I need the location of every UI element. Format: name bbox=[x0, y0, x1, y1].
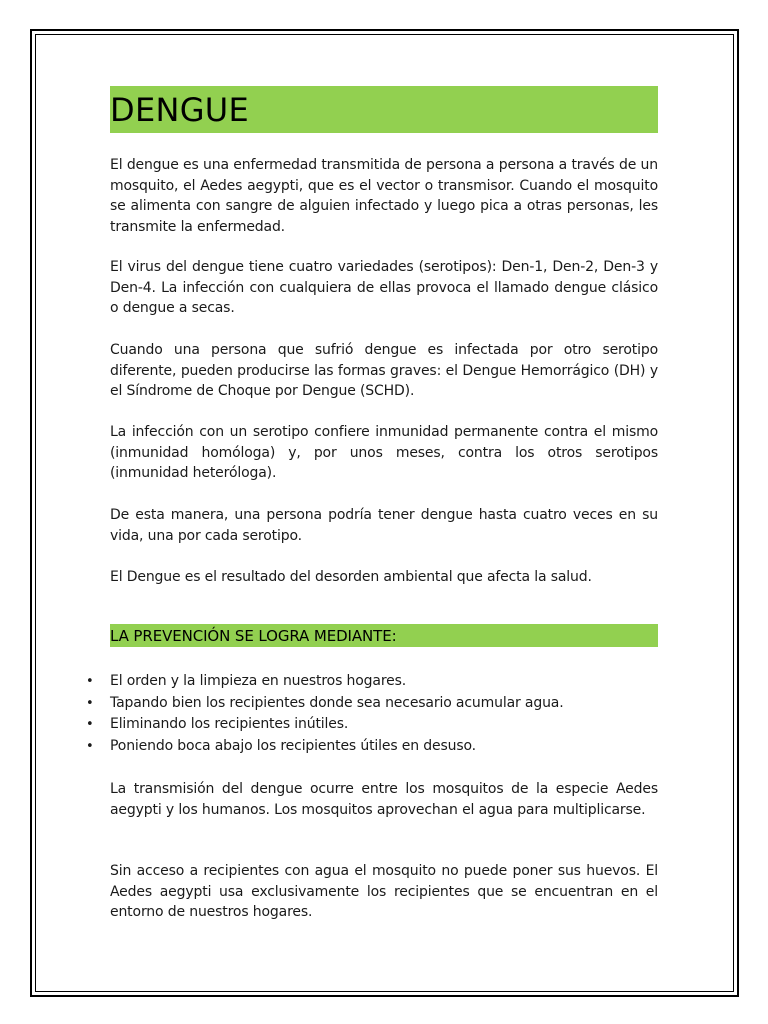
list-item-text: Eliminando los recipientes inútiles. bbox=[110, 716, 349, 733]
paragraph-serotypes: El virus del dengue tiene cuatro variedades (serotipos): Den-1, Den-2, Den-3 y Den-4. La infección con cualquiera de ellas provoca el llamado dengue clásico o dengue a secas. bbox=[110, 259, 658, 316]
paragraph-intro: El dengue es una enfermedad transmitida de persona a persona a través de un mosquito, el Aedes aegypti, que es el vector o transmisor. Cuando el mosquito se alimenta con sangre de alguien infectado y luego pica a otras personas, les transmite la enfermedad. bbox=[110, 157, 658, 235]
prevention-list bbox=[0, 671, 768, 758]
bullet-icon: • bbox=[86, 717, 94, 733]
paragraph-transmission: La transmisión del dengue ocurre entre los mosquitos de la especie Aedes aegypti y los humanos. Los mosquitos aprovechan el agua para multiplicarse. bbox=[110, 781, 658, 818]
list-item-text: El orden y la limpieza en nuestros hogares. bbox=[110, 673, 407, 689]
list-item-text: Tapando bien los recipientes donde sea necesario acumular agua. bbox=[110, 694, 564, 711]
bullet-icon: • bbox=[86, 739, 94, 755]
list-item bbox=[0, 714, 768, 736]
paragraph-severe-forms: Cuando una persona que sufrió dengue es infectada por otro serotipo diferente, pueden producirse las formas graves: el Dengue Hemorrágico (DH) y el Síndrome de Choque por Dengue (SCHD). bbox=[110, 342, 658, 399]
paragraph-four-times: De esta manera, una persona podría tener dengue hasta cuatro veces en su vida, una por cada serotipo. bbox=[110, 507, 658, 544]
bullet-icon: • bbox=[86, 695, 94, 711]
bullet-icon: • bbox=[86, 674, 94, 689]
list-item bbox=[0, 736, 768, 758]
section-heading-highlight bbox=[110, 624, 658, 647]
document-title: DENGUE bbox=[110, 91, 250, 129]
title-highlight bbox=[110, 86, 658, 133]
paragraph-water-access: Sin acceso a recipientes con agua el mosquito no puede poner sus huevos. El Aedes aegypti usa exclusivamente los recipientes que se encuentran en el entorno de nuestros hogares. bbox=[110, 863, 658, 920]
list-item bbox=[0, 671, 768, 693]
list-item-text: Poniendo boca abajo los recipientes útiles en desuso. bbox=[110, 738, 476, 755]
list-item bbox=[0, 693, 768, 715]
section-heading: LA PREVENCIÓN SE LOGRA MEDIANTE: bbox=[110, 627, 397, 645]
paragraph-immunity: La infección con un serotipo confiere inmunidad permanente contra el mismo (inmunidad homóloga) y, por unos meses, contra los otros serotipos (inmunidad heteróloga). bbox=[110, 424, 658, 481]
paragraph-environment: El Dengue es el resultado del desorden ambiental que afecta la salud. bbox=[110, 569, 592, 585]
